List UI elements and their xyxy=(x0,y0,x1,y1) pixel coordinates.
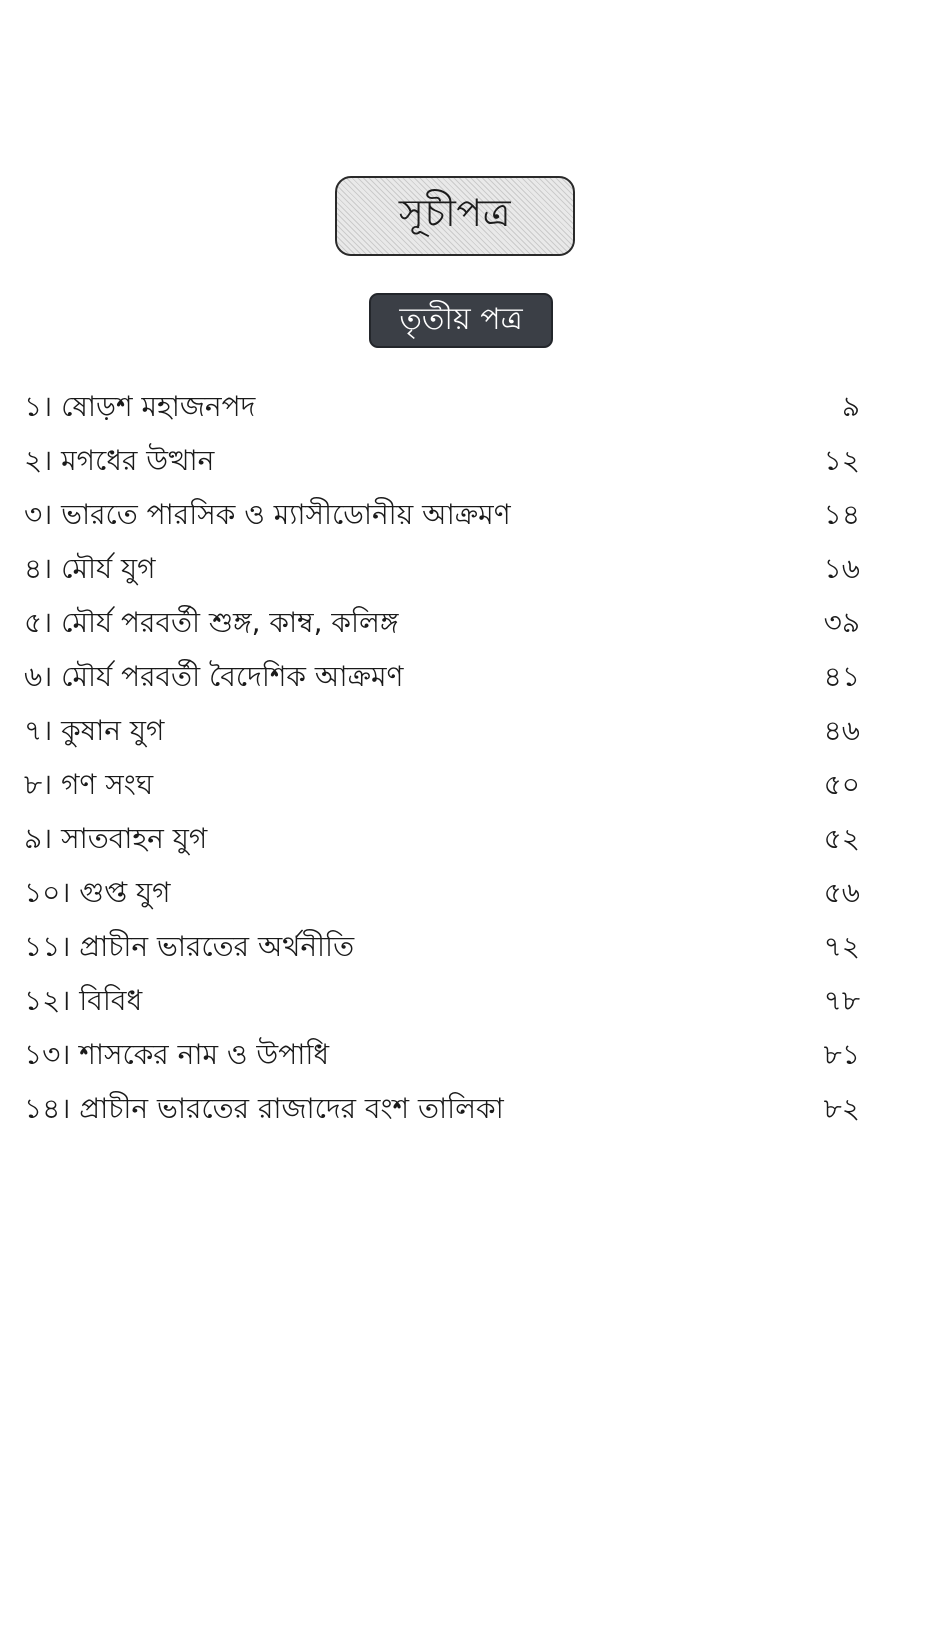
toc-entry xyxy=(24,596,860,650)
toc-entry-page: ৭২ xyxy=(823,930,860,963)
toc-entry-title: ৭। কুষান যুগ xyxy=(24,714,165,747)
toc-entry xyxy=(24,542,860,596)
toc-entry-page: ৮২ xyxy=(823,1092,860,1125)
toc-entry-title: ১। ষোড়শ মহাজনপদ xyxy=(24,390,256,423)
toc-entry-page: ৪১ xyxy=(823,660,860,693)
toc-entry xyxy=(24,488,860,542)
toc-entry-page: ১৪ xyxy=(823,498,860,531)
toc-entry xyxy=(24,974,860,1028)
section-badge xyxy=(369,293,553,348)
toc-entry xyxy=(24,380,860,434)
toc-entry xyxy=(24,920,860,974)
section-title: তৃতীয় পত্র xyxy=(399,302,523,337)
toc-entry-title: ৮। গণ সংঘ xyxy=(24,768,154,801)
toc-entry xyxy=(24,650,860,704)
toc-entry-title: ৫। মৌর্য পরবর্তী শুঙ্গ, কাম্ব, কলিঙ্গ xyxy=(24,606,399,639)
toc-entry-title: ১২। বিবিধ xyxy=(24,984,143,1017)
table-of-contents xyxy=(24,380,860,1140)
toc-entry-page: ৭৮ xyxy=(823,984,860,1017)
toc-entry-page: ৯ xyxy=(841,390,860,423)
toc-entry-title: ৯। সাতবাহন যুগ xyxy=(24,822,208,855)
page-title: সূচীপত্র xyxy=(398,191,512,235)
toc-entry-page: ৫৬ xyxy=(823,876,860,909)
toc-entry-page: ৮১ xyxy=(823,1038,860,1071)
toc-entry xyxy=(24,812,860,866)
toc-entry xyxy=(24,866,860,920)
toc-entry-title: ৬। মৌর্য পরবর্তী বৈদেশিক আক্রমণ xyxy=(24,660,404,693)
toc-entry-page: ৩৯ xyxy=(823,606,860,639)
toc-entry xyxy=(24,704,860,758)
toc-entry-title: ১১। প্রাচীন ভারতের অর্থনীতি xyxy=(24,930,355,963)
toc-entry-title: ১৩। শাসকের নাম ও উপাধি xyxy=(24,1038,330,1071)
toc-entry xyxy=(24,1028,860,1082)
toc-entry-title: ৩। ভারতে পারসিক ও ম্যাসীডোনীয় আক্রমণ xyxy=(24,498,511,531)
toc-entry-title: ১৪। প্রাচীন ভারতের রাজাদের বংশ তালিকা xyxy=(24,1092,504,1125)
toc-entry xyxy=(24,434,860,488)
toc-entry xyxy=(24,758,860,812)
toc-entry-title: ১০। গুপ্ত যুগ xyxy=(24,876,171,909)
toc-entry-page: ৫২ xyxy=(823,822,860,855)
toc-entry-title: ৪। মৌর্য যুগ xyxy=(24,552,156,585)
toc-entry-page: ৫০ xyxy=(823,768,860,801)
toc-entry-page: ১৬ xyxy=(823,552,860,585)
contents-title-box xyxy=(335,176,575,256)
toc-entry xyxy=(24,1082,860,1136)
toc-entry-page: ১২ xyxy=(823,444,860,477)
toc-entry-page: ৪৬ xyxy=(823,714,860,747)
toc-entry-title: ২। মগধের উত্থান xyxy=(24,444,215,477)
